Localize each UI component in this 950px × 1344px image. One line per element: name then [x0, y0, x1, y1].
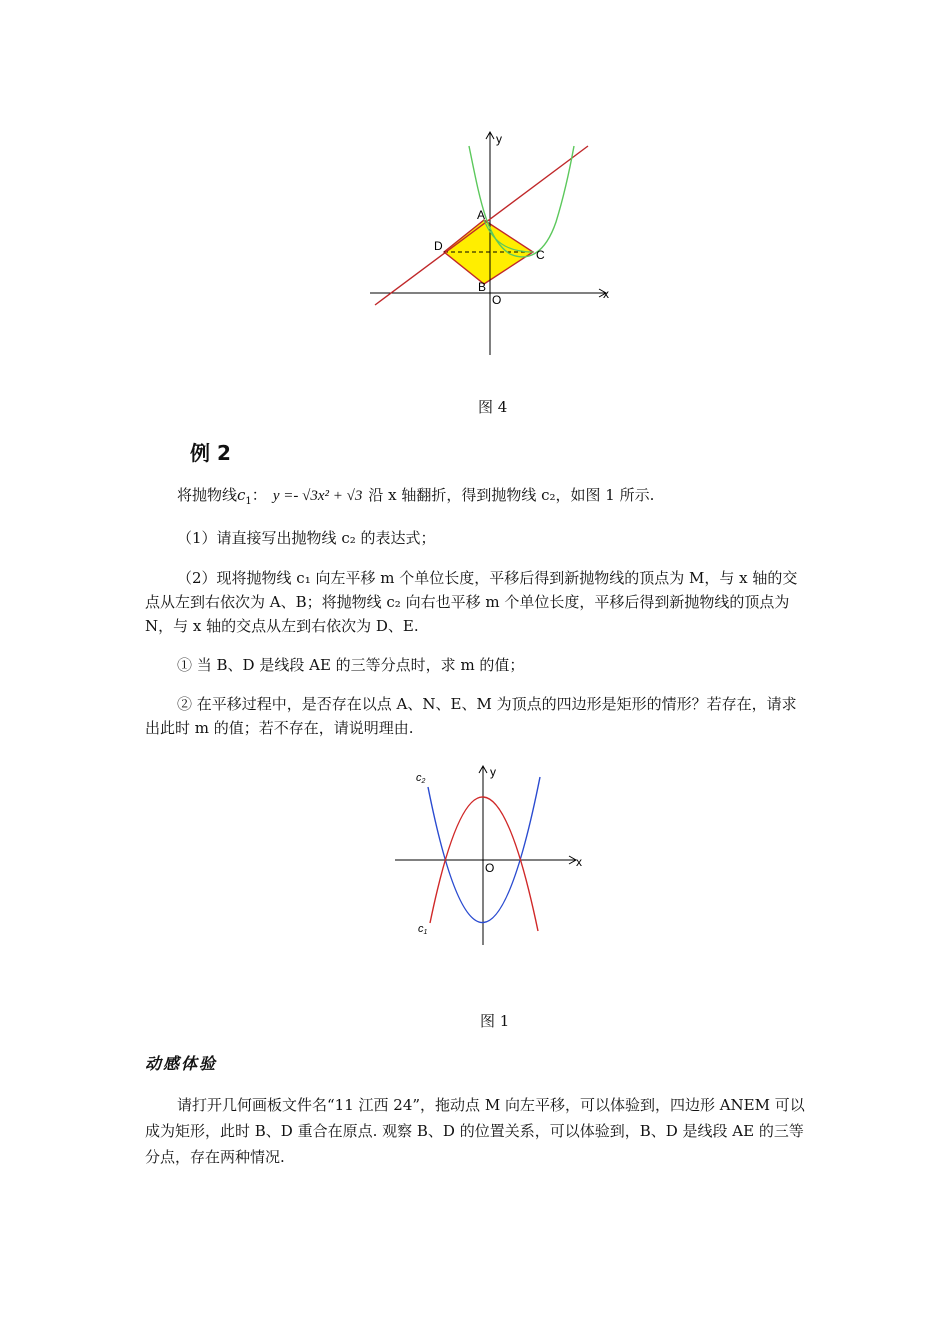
intro-before: 将抛物线 — [177, 486, 238, 504]
question-2: （2）现将抛物线 c₁ 向左平移 m 个单位长度，平移后得到新抛物线的顶点为 M，与 x 轴的交点从左到右依次为 A、B；将抛物线 c₂ 向右也平移 m 个单位长度，平移后得到新抛物线的顶点为 N，与 x 轴的交点从左到右依次为 D、E. — [145, 569, 798, 635]
origin-label: O — [492, 293, 502, 307]
example-intro — [145, 483, 810, 514]
intro-after: 沿 x 轴翻折，得到抛物线 c₂，如图 1 所示. — [368, 486, 655, 504]
c1-symbol: c — [237, 486, 246, 504]
intro-colon: ： — [251, 486, 267, 504]
question-2a: ① 当 B、D 是线段 AE 的三等分点时，求 m 的值； — [177, 656, 525, 674]
y-label: y — [496, 132, 502, 146]
figure-4-caption: 图 4 — [478, 398, 508, 416]
point-c-label: C — [536, 248, 545, 262]
c1-label: c1 — [418, 923, 428, 936]
origin-label: O — [485, 861, 495, 875]
x-label: x — [576, 855, 582, 869]
example-title: 例 2 — [190, 441, 231, 465]
figure-1-diagram — [390, 760, 590, 955]
figure-1-caption: 图 1 — [480, 1012, 510, 1030]
c1-subscript: 1 — [245, 496, 252, 507]
c2-label: c2 — [416, 772, 426, 785]
dynamic-text: 请打开几何画板文件名“11 江西 24”，拖动点 M 向左平移，可以体验到，四边形 ANEM 可以成为矩形，此时 B、D 重合在原点. 观察 B、D 的位置关系，可以体验到，B、D 是线段 AE 的三等分点，存在两种情况. — [145, 1096, 805, 1166]
question-2b: ② 在平移过程中，是否存在以点 A、N、E、M 为顶点的四边形是矩形的情形？若存在，请求出此时 m 的值；若不存在，请说明理由. — [145, 695, 797, 737]
point-b-label: B — [478, 280, 487, 294]
dynamic-title: 动感体验 — [145, 1054, 218, 1073]
equation: y =- √3x² + √3 — [272, 488, 363, 504]
parabola-c2 — [428, 777, 540, 923]
figure-4-diagram — [365, 125, 615, 360]
question-1: （1）请直接写出抛物线 c₂ 的表达式； — [177, 529, 436, 547]
point-d-label: D — [434, 239, 443, 253]
x-label: x — [603, 287, 609, 301]
point-a-label: A — [477, 208, 486, 222]
y-label: y — [490, 765, 496, 779]
